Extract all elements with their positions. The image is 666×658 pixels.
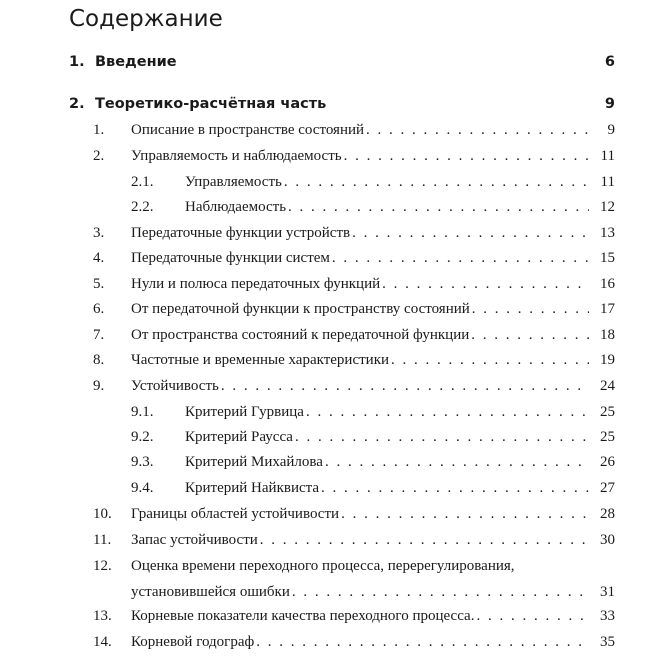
toc-section[interactable] [69,324,615,346]
section-title: Управляемость и наблюдаемость [131,145,344,167]
toc-section[interactable] [69,349,615,371]
section-number: 14. [93,634,112,650]
toc-subsection[interactable] [69,171,615,193]
toc-section[interactable] [69,145,615,167]
toc-heading: Содержание [69,6,223,32]
toc-section[interactable] [69,631,615,653]
dot-leader [472,298,589,320]
dot-leader [295,426,589,448]
dot-leader [306,401,589,423]
section-line [185,426,615,448]
section-title: Частотные и временные характеристики [131,349,391,371]
section-number: 9.1. [131,404,154,420]
section-title: Передаточные функции устройств [131,222,352,244]
toc-subsection[interactable] [69,451,615,473]
chapter-page-number: 6 [604,54,615,70]
section-number: 9. [93,378,105,394]
section-number: 13. [93,608,112,624]
section-page-number: 35 [589,631,615,653]
section-page-number: 31 [589,581,615,603]
section-page-number: 11 [589,145,615,167]
section-page-number: 13 [589,222,615,244]
toc-section[interactable] [69,247,615,269]
dot-leader [221,375,589,397]
toc-subsection[interactable] [69,426,615,448]
section-line [131,145,615,167]
section-line [131,222,615,244]
toc-section[interactable] [69,273,615,295]
section-title: Корневой годограф [131,631,256,653]
section-line [131,631,615,653]
dot-leader [292,581,589,603]
toc-section[interactable] [69,222,615,244]
section-title: Границы областей устойчивости [131,503,341,525]
section-line [131,581,615,603]
dot-leader [288,196,589,218]
section-page-number: 28 [589,503,615,525]
toc-subsection[interactable] [69,401,615,423]
section-line [131,503,615,525]
chapter-title: Теоретико-расчётная часть [95,96,327,112]
section-title: Устойчивость [131,375,221,397]
chapter-number: 1. [69,54,85,70]
toc-section[interactable] [69,503,615,525]
dot-leader [391,349,589,371]
dot-leader [325,451,589,473]
section-title: Корневые показатели качества переходного процесса. [131,605,476,627]
section-title-line1: Оценка времени переходного процесса, перерегулирования, [131,558,515,574]
dot-leader [471,324,589,346]
section-number: 2.2. [131,199,154,215]
section-number: 9.4. [131,480,154,496]
toc-section[interactable] [69,119,615,141]
chapter-title: Введение [95,54,177,70]
section-page-number: 25 [589,401,615,423]
section-page-number: 17 [589,298,615,320]
section-title: Критерий Михайлова [185,451,325,473]
section-line [185,477,615,499]
section-number: 2. [93,148,105,164]
dot-leader [321,477,589,499]
section-title: Критерий Раусса [185,426,295,448]
section-number: 10. [93,506,112,522]
toc-section[interactable] [69,605,615,627]
section-line [185,196,615,218]
section-title: Нули и полюса передаточных функций [131,273,382,295]
section-page-number: 26 [589,451,615,473]
section-title: От пространства состояний к передаточной функции [131,324,471,346]
section-number: 9.2. [131,429,154,445]
chapter-page-number: 9 [604,96,615,112]
section-title: Критерий Найквиста [185,477,321,499]
section-line [131,605,615,627]
section-page-number: 11 [589,171,615,193]
section-number: 4. [93,250,105,266]
section-line [131,324,615,346]
section-title: Критерий Гурвица [185,401,306,423]
section-line [185,171,615,193]
section-line [131,529,615,551]
toc-chapter[interactable] [69,51,615,73]
dot-leader [284,171,589,193]
section-page-number: 12 [589,196,615,218]
dot-leader [332,247,589,269]
toc-chapter[interactable] [69,93,615,115]
section-number: 11. [93,532,112,548]
section-page-number: 15 [589,247,615,269]
chapter-number: 2. [69,96,85,112]
section-number: 6. [93,301,105,317]
section-page-number: 33 [589,605,615,627]
section-number: 8. [93,352,105,368]
section-line [131,375,615,397]
section-title: Наблюдаемость [185,196,288,218]
dot-leader [352,222,589,244]
section-number: 2.1. [131,174,154,190]
dot-leader [256,631,589,653]
section-page-number: 27 [589,477,615,499]
section-page-number: 18 [589,324,615,346]
section-line [131,298,615,320]
toc-section[interactable] [69,529,615,551]
section-page-number: 30 [589,529,615,551]
toc-section[interactable] [69,555,615,603]
section-line [185,401,615,423]
dot-leader [260,529,589,551]
toc-section[interactable] [69,298,615,320]
dot-leader [341,503,589,525]
section-page-number: 16 [589,273,615,295]
section-number: 5. [93,276,105,292]
section-line [131,273,615,295]
section-line [131,247,615,269]
section-number: 12. [93,558,112,574]
section-page-number: 19 [589,349,615,371]
section-title: От передаточной функции к пространству состояний [131,298,472,320]
toc-subsection[interactable] [69,196,615,218]
dot-leader [476,605,589,627]
section-page-number: 24 [589,375,615,397]
section-title: Описание в пространстве состояний [131,119,366,141]
section-title: Передаточные функции систем [131,247,332,269]
section-page-number: 25 [589,426,615,448]
toc-section[interactable] [69,375,615,397]
section-number: 3. [93,225,105,241]
section-line [185,451,615,473]
section-number: 7. [93,327,105,343]
toc-subsection[interactable] [69,477,615,499]
section-line [131,349,615,371]
section-title: Управляемость [185,171,284,193]
dot-leader [344,145,589,167]
dot-leader [366,119,589,141]
section-line [131,119,615,141]
section-number: 9.3. [131,454,154,470]
section-title: Запас устойчивости [131,529,260,551]
section-page-number: 9 [589,119,615,141]
dot-leader [382,273,589,295]
section-title: установившейся ошибки [131,581,292,603]
section-number: 1. [93,122,105,138]
